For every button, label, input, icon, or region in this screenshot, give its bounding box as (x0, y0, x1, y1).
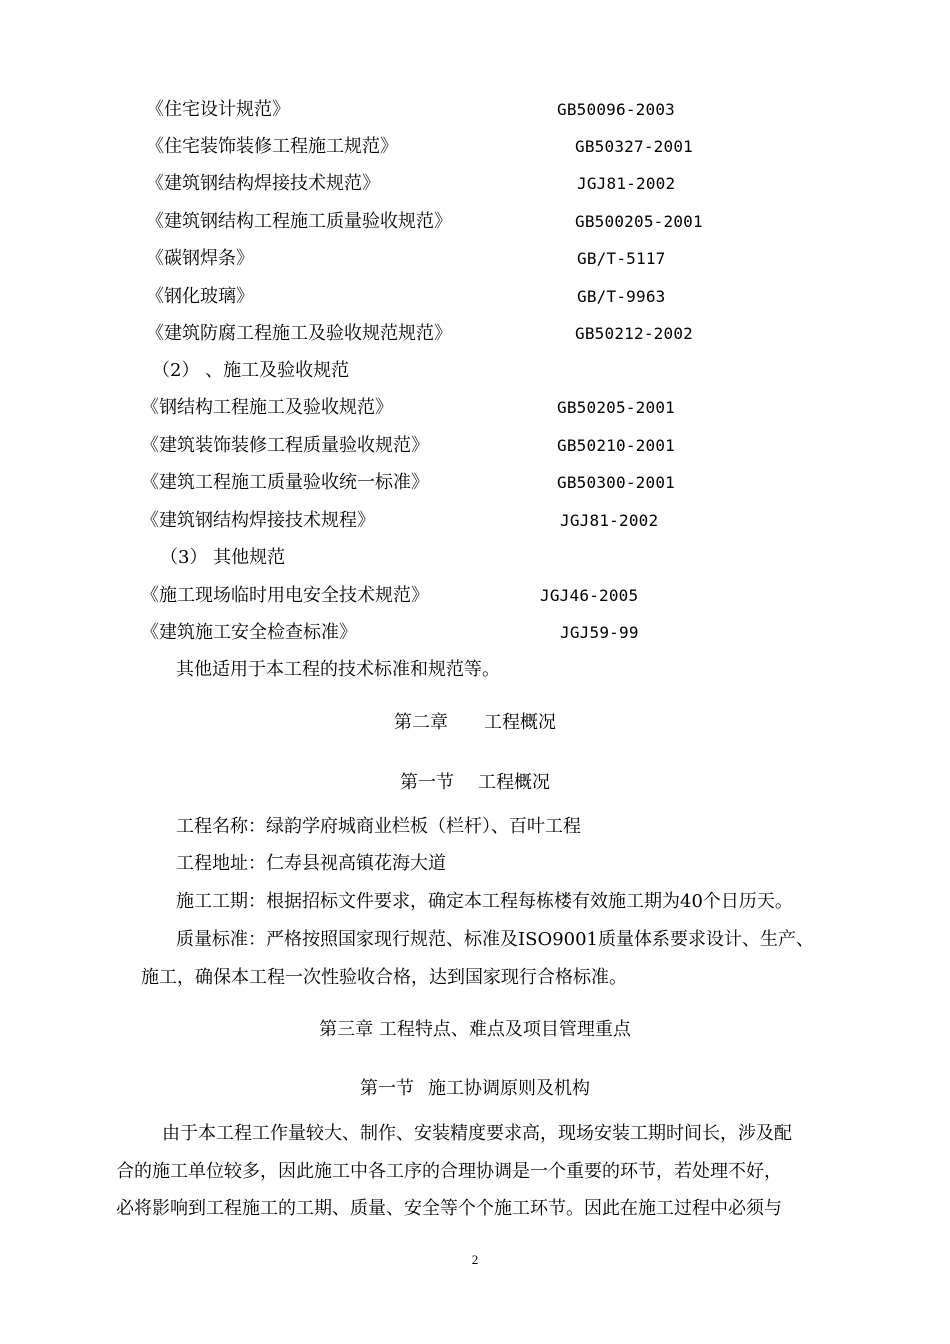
project-name: 工程名称：绿韵学府城商业栏板（栏杆）、百叶工程 (176, 816, 581, 837)
page-number: 2 (471, 1252, 479, 1267)
standard-title: 《施工现场临时用电安全技术规范》 (141, 585, 429, 606)
standard-code: JGJ81-2002 (560, 511, 659, 530)
section-title: 施工协调原则及机构 (428, 1078, 590, 1099)
chapter-title: 工程概况 (484, 712, 556, 733)
standard-title: 《住宅装饰装修工程施工规范》 (146, 136, 398, 157)
standard-code: GB/T-9963 (577, 287, 666, 306)
standard-code: GB50300-2001 (557, 473, 675, 492)
standard-title: 《建筑钢结构焊接技术规程》 (141, 510, 375, 531)
standard-title: 《建筑工程施工质量验收统一标准》 (141, 472, 429, 493)
standard-code: GB50096-2003 (557, 100, 675, 119)
standard-code: JGJ81-2002 (577, 174, 676, 193)
body-text: 由于本工程工作量较大、制作、安装精度要求高，现场安装工期时间长，涉及配 (162, 1123, 792, 1144)
standard-title: 《钢结构工程施工及验收规范》 (141, 397, 393, 418)
standard-code: GB50327-2001 (575, 137, 693, 156)
subheading-other-standards: （3） 其他规范 (160, 547, 286, 568)
chapter-number: 第二章 (394, 712, 448, 733)
project-period: 施工工期：根据招标文件要求，确定本工程每栋楼有效施工期为40个日历天。 (176, 891, 793, 912)
section-number: 第一节 (360, 1078, 414, 1099)
standard-title: 《建筑装饰装修工程质量验收规范》 (141, 435, 429, 456)
project-address: 工程地址：仁寿县视高镇花海大道 (176, 853, 446, 874)
standard-code: GB50212-2002 (575, 324, 693, 343)
subheading-construction-acceptance: （2） 、施工及验收规范 (152, 360, 350, 381)
chapter-heading (0, 711, 950, 735)
standard-code: GB50210-2001 (557, 436, 675, 455)
standard-title: 《建筑钢结构焊接技术规范》 (146, 173, 380, 194)
section-heading (0, 771, 950, 795)
project-quality: 质量标准：严格按照国家现行规范、标准及ISO9001质量体系要求设计、生产、 (176, 929, 815, 950)
project-quality-cont: 施工，确保本工程一次性验收合格，达到国家现行合格标准。 (141, 967, 627, 988)
body-text: 合的施工单位较多，因此施工中各工序的合理协调是一个重要的环节，若处理不好， (116, 1161, 782, 1182)
chapter-heading: 第三章 工程特点、难点及项目管理重点 (319, 1019, 631, 1040)
standard-title: 《碳钢焊条》 (146, 248, 254, 269)
body-text: 必将影响到工程施工的工期、质量、安全等个个施工环节。因此在施工过程中必须与 (116, 1198, 782, 1219)
other-standards-note: 其他适用于本工程的技术标准和规范等。 (176, 659, 500, 680)
standard-code: GB/T-5117 (577, 249, 666, 268)
standard-code: JGJ59-99 (560, 623, 639, 642)
standard-title: 《建筑施工安全检查标准》 (141, 622, 357, 643)
section-heading (0, 1077, 950, 1101)
standard-code: GB50205-2001 (557, 398, 675, 417)
section-number: 第一节 (400, 772, 454, 793)
standard-title: 《建筑钢结构工程施工质量验收规范》 (146, 211, 452, 232)
standard-title: 《建筑防腐工程施工及验收规范规范》 (146, 323, 452, 344)
standard-title: 《钢化玻璃》 (146, 286, 254, 307)
standard-title: 《住宅设计规范》 (146, 99, 290, 120)
standard-code: JGJ46-2005 (540, 586, 639, 605)
standard-code: GB500205-2001 (575, 212, 703, 231)
section-title: 工程概况 (478, 772, 550, 793)
